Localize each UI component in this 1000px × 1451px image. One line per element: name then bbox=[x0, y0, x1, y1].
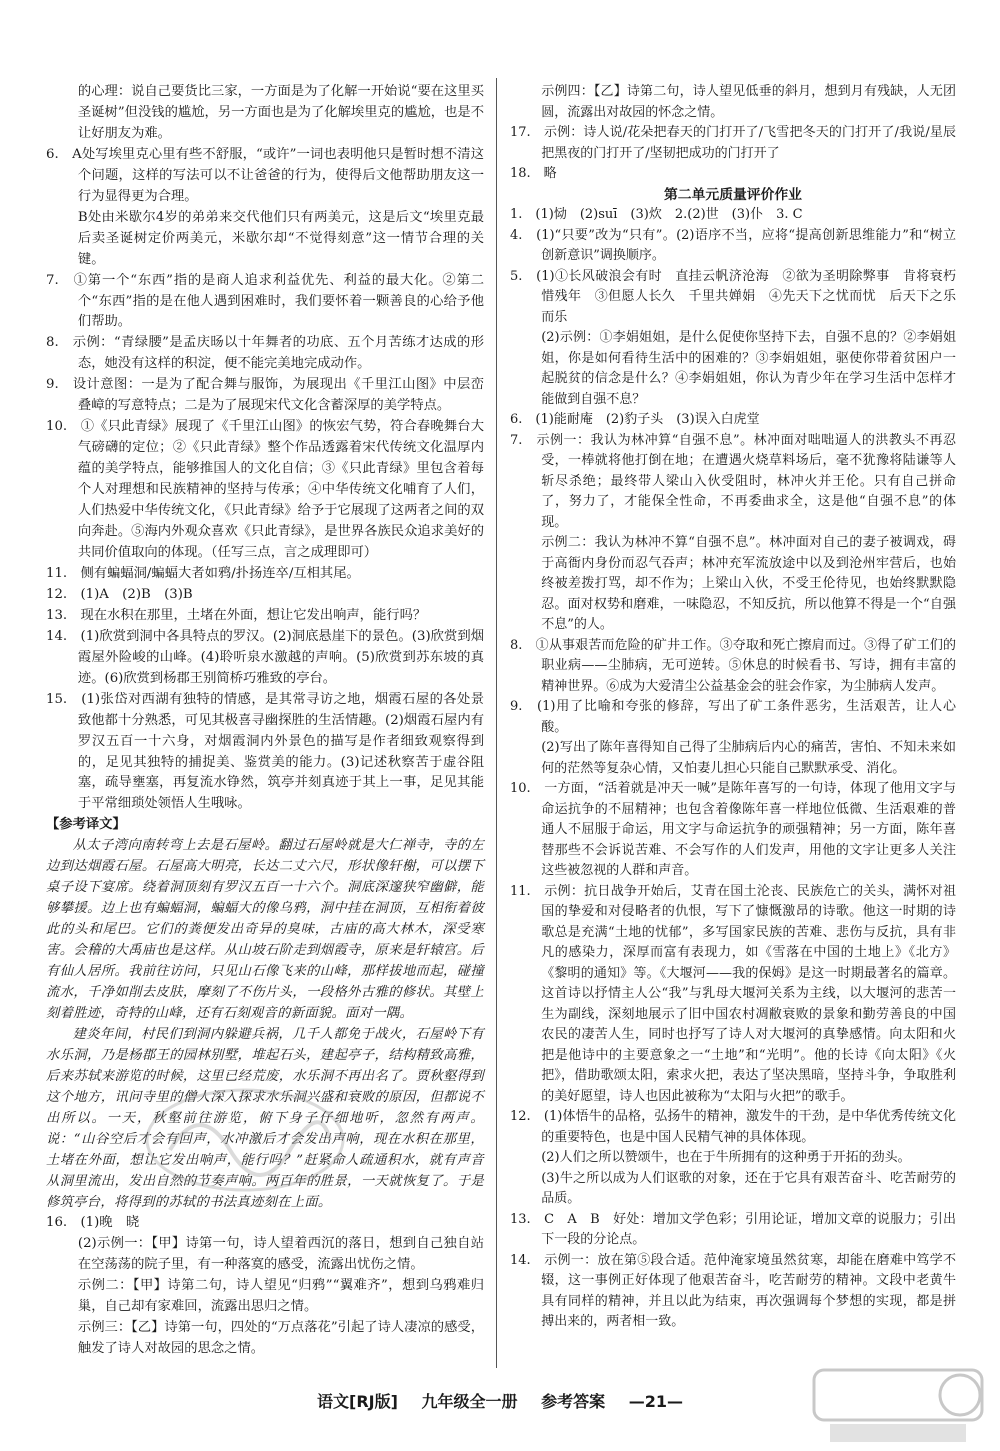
watermark-stamp bbox=[140, 1080, 350, 1200]
answer-subitem: (2)人们之所以赞颂牛，也在于牛所拥有的这种勇于开拓的劲头。 bbox=[541, 1150, 911, 1165]
answer-subitem: B处由米歇尔4岁的弟弟来交代他们只有两美元，这是后文“埃里克最后卖圣诞树定价两美元，米歇尔却“不觉得刻意”这一情节合理的关键。 bbox=[77, 209, 484, 267]
translation-paragraph: 建炎年间，村民们到洞内躲避兵祸，几千人都免于战火，石屋岭下有水乐洞，乃是杨郡王的园林别墅，堆起石头，建起亭子，结构精致高雅，后来苏轼来游览的时候，这里已经荒废，水乐洞不再出名了。贾秋壑得到这个地方，讯问寺里的僧人深入探求水乐洞兴盛和衰败的原因，但都说不出所以。一天，秋壑前往游览，俯下身子仔细地听，忽然有两声。说：“山谷空后才会有回声，水冲激后才会发出声响，现在水积在那里，土堵在外面，想让它发出响声，能行吗？”赶紧命人疏通积水，就有声音从洞里流出，发出自然的节奏声响。两百年的胜景，一天就恢复了。于是修筑亭台，将得到的苏轼的书法真迹刻在上面。 bbox=[46, 1026, 484, 1210]
answer-item: 13. C A B 好处：增加文学色彩；引用论证，增加文章的说服力；引出下一段的分论点。 bbox=[510, 1211, 956, 1247]
answer-item: 17. 示例：诗人说/花朵把春天的门打开了/飞雪把冬天的门打开了/我说/星辰把黑夜的门打开了/坚韧把成功的门打开了 bbox=[510, 125, 956, 161]
answer-item: 15. (1)张岱对西湖有独特的情感，是其常寻访之地，烟霞石屋的各处景致他都十分熟悉，可见其极喜寻幽探胜的生活情趣。(2)烟霞石屋内有罗汉五百一十六身，对烟霞洞内外景色的描写是作者细致观察得到的，足见其独特的捕捉美、鉴赏美的能力。(3)记述秋察苦于虚谷阻塞，疏导壅塞，再复流水铮然，筑亭并刻真迹于其上一事，足见其能于平常细琐处领悟人生哦咏。 bbox=[46, 691, 484, 812]
answer-subitem: 的心理：说自己要货比三家，一方面是为了化解一开始说“要在这里买圣诞树”但没钱的尴尬，另一方面也是为了化解埃里克的尴尬，也是不让好朋友为难。 bbox=[77, 84, 484, 141]
answer-subitem: 示例二：我认为林冲不算“自强不息”。林冲面对自己的妻子被调戏，碍于高衙内身份而忍气吞声；林冲充军流放途中以及到沧州牢营后，也始终被差拨打骂，却不作为；上梁山入伙，不受王伦待见，也始终默默隐忍。面对权势和磨难，一味隐忍，不知反抗，所以他算不得是一个“自强不息”的人。 bbox=[541, 535, 956, 632]
answer-item: 7. ①第一个“东西”指的是商人追求利益优先、利益的最大化。②第二个“东西”指的是在他人遇到困难时，我们要怀着一颗善良的心给予他们帮助。 bbox=[46, 272, 484, 330]
reference-translation-title: 【参考译文】 bbox=[46, 817, 126, 833]
footer-section: 参考答案 bbox=[541, 1392, 606, 1411]
answer-subitem: 示例三：【乙】诗第一句，四处的“万点落花”引起了诗人凄凉的感受，触发了诗人对故园的思念之情。 bbox=[77, 1320, 484, 1357]
answer-item: 10. 一方面，“活着就是冲天一喊”是陈年喜写的一句诗，体现了他用文字与命运抗争的不屈精神；也包含着像陈年喜一样地位低微、生活艰难的普通人不屈服于命运，用文字与命运抗争的顽强精神；另一方面，陈年喜替那些不会诉说苦难、不会写作的人们发声，用他的文字让更多人关注这些被忽视的人群和声音。 bbox=[510, 781, 956, 878]
column-divider bbox=[496, 78, 497, 1368]
answer-subitem: (3)牛之所以成为人们讴歌的对象，还在于它具有艰苦奋斗、吃苦耐劳的品质。 bbox=[541, 1170, 956, 1206]
corner-logo-watermark bbox=[810, 1362, 986, 1448]
answer-subitem: (2)写出了陈年喜得知自己得了尘肺病后内心的痛苦，害怕、不知未来如何的茫然等复杂心情，又怕妻儿担心只能自己默默承受、消化。 bbox=[541, 740, 956, 776]
answer-item: 14. (1)欣赏到洞中各具特点的罗汉。(2)洞底悬崖下的景色。(3)欣赏到烟霞屋外险峻的山峰。(4)聆听泉水激越的声响。(5)欣赏到苏东坡的真迹。(6)欣赏到杨郡王别简桥巧雅致的亭台。 bbox=[46, 628, 484, 686]
answer-item: 9. (1)用了比喻和夸张的修辞，写出了矿工条件恶劣，生活艰苦，让人心酸。 bbox=[510, 699, 956, 735]
answer-item: 6. (1)能耐庵 (2)豹子头 (3)误入白虎堂 bbox=[510, 412, 760, 427]
page-number: —21— bbox=[628, 1392, 683, 1411]
answer-item: 10. ①《只此青绿》展现了《千里江山图》的恢宏气势，符合春晚舞台大气磅礴的定位；②《只此青绿》整个作品透露着宋代传统文化温厚内蕴的美学特点，能够推国人的文化自信；③《只此青绿》里包含着每个人对理想和民族精神的坚持与传承；④中华传统文化哺育了人们，人们热爱中华传统文化，《只此青绿》给予于它展现了这两者之间的双向奔赴。⑤海内外观众喜欢《只此青绿》，是世界各族民众追求美好的共同价值取向的体现。（任写三点，言之成理即可） bbox=[46, 419, 484, 560]
answer-item: 6. A处写埃里克心里有些不舒服，“或许”一词也表明他只是暂时想不清这个问题，这样的写法可以不让爸爸的行为，使得后文他帮助朋友这一行为显得更为合理。 bbox=[46, 146, 484, 204]
answer-item: 5. (1)①长风破浪会有时 直挂云帆济沧海 ②欲为圣明除弊事 肯将衰朽惜残年 ③但愿人长久 千里共婵娟 ④先天下之忧而忧 后天下之乐而乐 bbox=[510, 268, 956, 325]
answer-item: 1. (1)恸 (2)suī (3)炊 2.(2)世 (3)仆 3. C bbox=[510, 207, 803, 222]
answer-subitem: 示例四：【乙】诗第二句，诗人望见低垂的斜月，想到月有残缺，人无团圆，流露出对故园的怀念之情。 bbox=[541, 84, 956, 120]
answer-item: 18. 略 bbox=[510, 166, 557, 181]
right-column bbox=[510, 82, 956, 1333]
answer-subitem: (2)示例一：【甲】诗第一句，诗人望着西沉的落日，想到自己独自站在空荡荡的院子里，有一种落寞的感受，流露出忧伤之情。 bbox=[77, 1236, 484, 1273]
answer-subitem: (2)示例：①李娟姐姐，是什么促使你坚持下去，自强不息的？②李娟姐姐，你是如何看待生活中的困难的？③李娟姐姐，驱使你带着贫困户一起脱贫的信念是什么？④李娟姐姐，你认为青少年在学习生活中怎样才能做到自强不息？ bbox=[541, 330, 956, 407]
answer-item: 14. 示例一：放在第⑤段合适。范仲淹家境虽然贫寒，却能在磨难中笃学不辍，这一事例正好体现了他艰苦奋斗，吃苦耐劳的精神。文段中老黄牛具有同样的精神，并且以此为结束，再次强调每个梦想的实现，都是拼搏出来的，两者相一致。 bbox=[510, 1252, 956, 1329]
footer-subject: 语文[RJ版] bbox=[317, 1392, 398, 1411]
translation-paragraph: 从太子湾向南转弯上去是石屋岭。翻过石屋岭就是大仁禅寺，寺的左边到达烟霞石屋。石屋高大明亮，长达二丈六尺，形状像轩榭，可以摆下桌子设下宴席。绕着洞顶刻有罗汉五百一十六个。洞底深邃狭窄幽僻，能够攀援。边上也有蝙蝠洞，蝙蝠大的像乌鸦，洞中挂在洞顶，互相衔着彼此的头和尾巴。它们的粪便发出奇异的臭味，古庙的高大林木，深受寒害。会稽的大禹庙也是这样。从山坡石阶走到烟霞寺，原来是轩辕宫。后有仙人居所。我前往访问，只见山石像飞来的山峰，那样拔地而起，碰撞流水，千净如削去皮肤，摩刻了不伤片头，一段格外古雅的修状。其壁上刻着胜迹，奇特的山峰，还有石刻观音的新面貌。面对一隅。 bbox=[46, 838, 484, 1021]
answer-item: 11. 示例：抗日战争开始后，艾青在国土沦丧、民族危亡的关头，满怀对祖国的挚爱和对侵略者的仇恨，写下了慷慨激昂的诗歌。他这一时期的诗歌总是充满“土地的忧郁”，多写国家民族的苦难、悲伤与反抗，具有非凡的感染力，深厚而富有表现力，如《雪落在中国的土地上》《北方》《黎明的通知》等。《大堰河——我的保姆》是这一时期最著名的篇章。这首诗以抒情主人公“我”与乳母大堰河关系为主线，以大堰河的悲苦一生为副线，深刻地展示了旧中国农村凋敝衰败的景象和勤劳善良的中国农民的凄苦人生，同时也抒写了诗人对大堰河的真挚感情。向太阳和火把是他诗中的主要意象之一“土地”和“光明”。他的长诗《向太阳》《火把》，借助歌颂太阳，索求火把，表达了坚决黑暗，坚持斗争，争取胜利的美好愿望，诗人也因此被称为“太阳与火把”的歌手。 bbox=[510, 883, 956, 1104]
answer-item: 8. ①从事艰苦而危险的矿井工作。③夺取和死亡擦肩而过。③得了矿工们的职业病——尘肺病，无可逆转。⑤休息的时候看书、写诗，拥有丰富的精神世界。⑥成为大爱清尘公益基金会的驻会作家，为尘肺病人发声。 bbox=[510, 637, 956, 694]
answer-item: 8. 示例：“青绿腰”是孟庆旸以十年舞者的功底、五个月苦练才达成的形态，她没有这样的积淀，便不能完美地完成动作。 bbox=[46, 335, 484, 372]
footer-grade: 九年级全一册 bbox=[421, 1392, 518, 1411]
answer-subitem: 示例二：【甲】诗第二句，诗人望见“归鸦”“翼难齐”，想到乌鸦难归巢，自己却有家难回，流露出思归之情。 bbox=[77, 1278, 484, 1315]
answer-item: 11. 侧有蝙蝠洞/蝙蝠大者如鸦/扑扬连卒/互相其尾。 bbox=[46, 565, 360, 581]
answer-item: 12. (1)体悟牛的品格，弘扬牛的精神，激发牛的干劲，是中华优秀传统文化的重要特色，也是中国人民精气神的具体体现。 bbox=[510, 1109, 956, 1145]
answer-item: 7. 示例一：我认为林冲算“自强不息”。林冲面对咄咄逼人的洪教头不再忍受，一棒就将他打倒在地；在遭遇火烧草料场后，毫不犹豫将陆谦等人斩尽杀绝；最终带人梁山入伙受阻时，林冲火并王伦。只有自己拼命了，努力了，才能保全性命，不再委曲求全，这是他“自强不息”的体现。 bbox=[510, 432, 956, 530]
answer-item: 13. 现在水积在那里，土堵在外面，想让它发出响声，能行吗？ bbox=[46, 607, 427, 623]
answer-item: 4. (1)“只要”改为“只有”。(2)语序不当，应将“提高创新思维能力”和“树立创新意识”调换顺序。 bbox=[510, 227, 956, 263]
answer-item: 9. 设计意图：一是为了配合舞与服饰，为展现出《千里江山图》中层峦叠嶂的写意特点；二是为了展现宋代文化含蓄深厚的美学特点。 bbox=[46, 377, 484, 414]
answer-item: 12. (1)A (2)B (3)B bbox=[46, 586, 193, 602]
section-heading: 第二单元质量评价作业 bbox=[664, 186, 802, 203]
answer-item: 16. (1)晚 晓 bbox=[46, 1215, 140, 1231]
